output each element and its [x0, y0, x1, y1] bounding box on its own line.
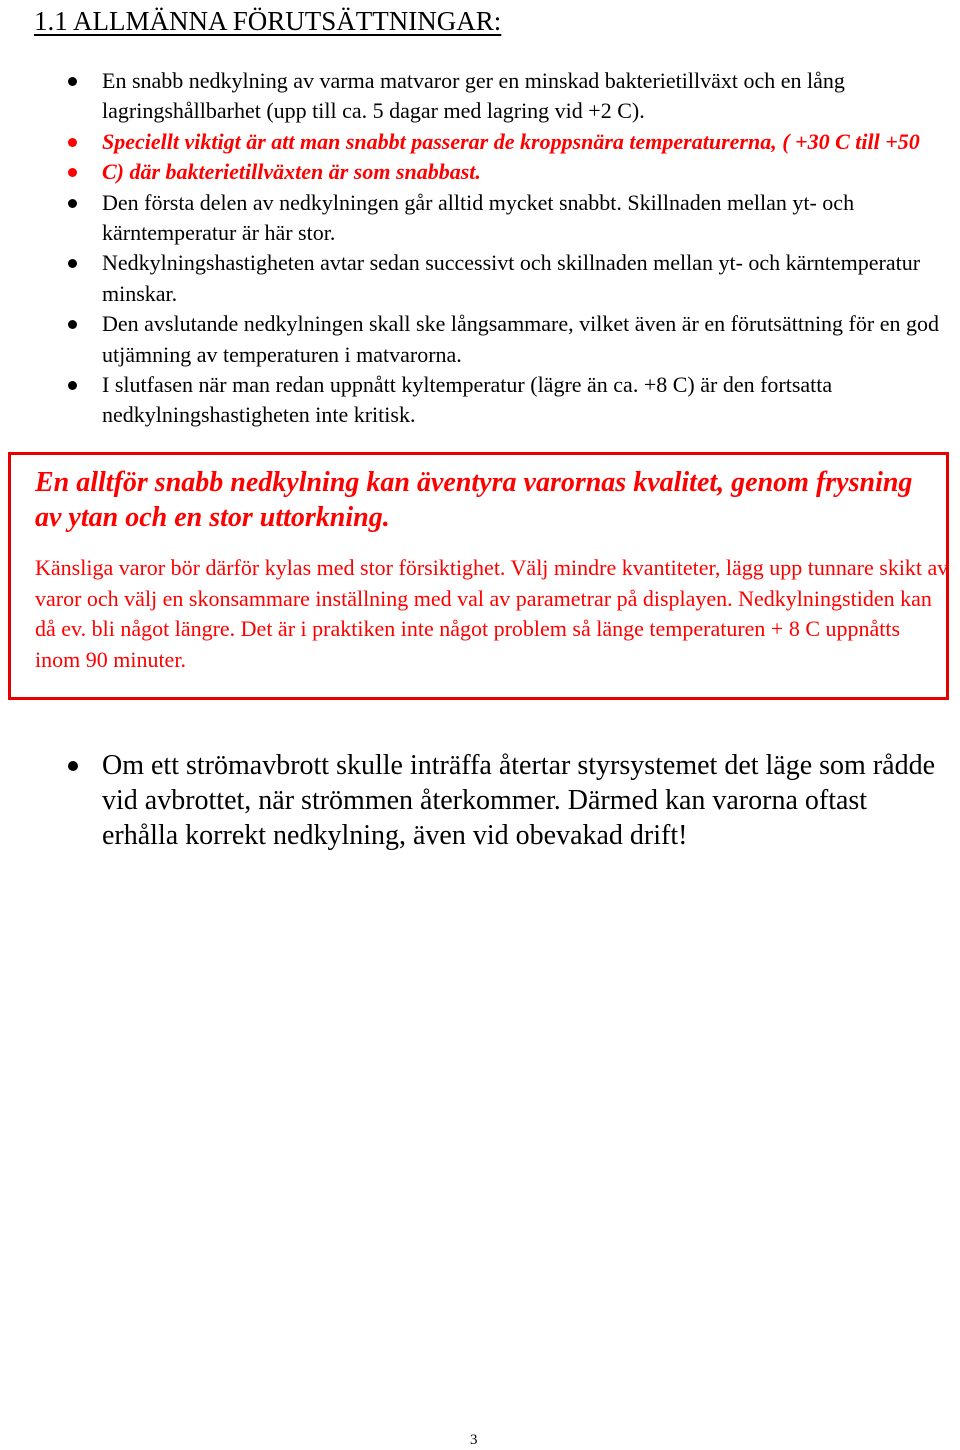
list-item-highlight — [102, 127, 942, 188]
list-item — [102, 248, 942, 309]
list-item-text: Om ett strömavbrott skulle inträffa återtar styrsystemet det läge som rådde vid avbrottet, när strömmen återkommer. Därmed kan varorna oftast erhålla korrekt nedkylning, även vid obevakad drift! — [102, 750, 936, 851]
list-item-text: Den avslutande nedkylningen skall ske långsammare, vilket även är en förutsättning för en god utjämning av temperaturen i matvarorna. — [102, 311, 939, 367]
list-item — [102, 309, 942, 370]
list-item-text: Nedkylningshastigheten avtar sedan successivt och skillnaden mellan yt- och kärntemperatur minskar. — [102, 250, 921, 306]
list-item — [102, 66, 942, 127]
bullet-icon — [68, 320, 77, 329]
warning-body: Känsliga varor bör därför kylas med stor försiktighet. Välj mindre kvantiteter, lägg upp tunnare skikt av varor och välj en skonsammare inställning med val av parametrar på displayen. Nedkylningstiden kan då ev. bli något längre. Det är i praktiken inte något problem så länge temperaturen + 8 C uppnåtts inom 90 minuter. — [35, 555, 949, 672]
bullet-icon — [68, 381, 77, 390]
list-item — [102, 370, 942, 431]
bullet-icon — [68, 77, 77, 86]
page-number: 3 — [470, 1432, 478, 1448]
list-item-text: En snabb nedkylning av varma matvaror ger en minskad bakterietillväxt och en lång lagringshållbarhet (upp till ca. 5 dagar med lagring vid +2 C). — [102, 68, 845, 124]
list-item-text: Speciellt viktigt är att man snabbt passerar de kroppsnära temperaturerna, ( +30 C till +50 C) där bakterietillväxten är som snabbast. — [102, 128, 920, 185]
warning-title: En alltför snabb nedkylning kan äventyra varornas kvalitet, genom frysning av ytan och en stor uttorkning. — [35, 467, 913, 533]
list-item — [102, 188, 942, 249]
conditions-list — [102, 66, 942, 431]
bullet-icon — [68, 138, 77, 147]
list-item-text: Den första delen av nedkylningen går alltid mycket snabbt. Skillnaden mellan yt- och kärntemperatur är här stor. — [102, 189, 855, 246]
bullet-icon — [68, 259, 77, 268]
bullet-icon — [68, 761, 78, 771]
bullet-icon — [68, 168, 77, 177]
section-heading: 1.1 ALLMÄNNA FÖRUTSÄTTNINGAR: — [34, 6, 502, 36]
bullet-icon — [68, 199, 77, 208]
list-item-text: I slutfasen när man redan uppnått kyltemperatur (lägre än ca. +8 C) är den fortsatta nedkylningshastigheten inte kritisk. — [102, 372, 833, 428]
warning-box — [8, 452, 949, 700]
list-item — [102, 748, 947, 853]
power-outage-list — [102, 748, 947, 853]
